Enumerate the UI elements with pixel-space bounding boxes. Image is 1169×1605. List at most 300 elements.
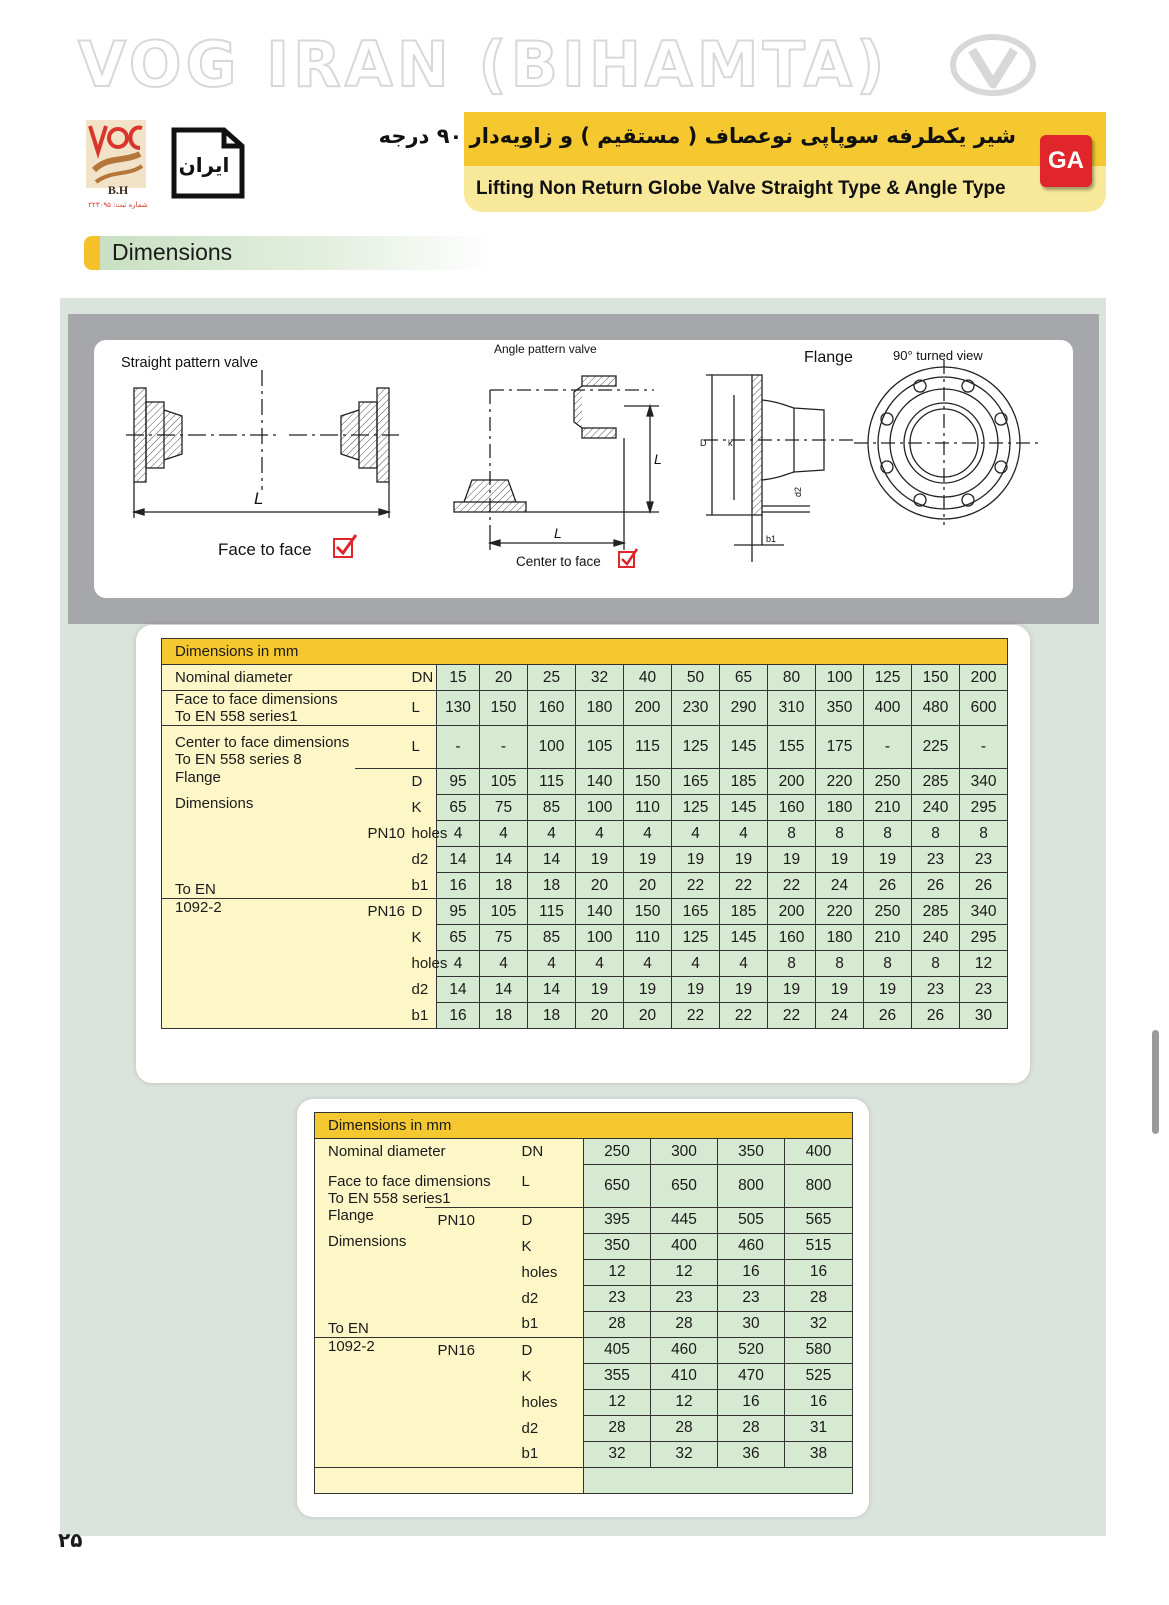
pn10-d2-cell: 19 [624, 847, 672, 873]
table-row [315, 1285, 853, 1311]
pn16-holes-cell: 16 [785, 1389, 853, 1415]
pn10-k-cell: 295 [960, 795, 1008, 821]
pn16-d-cell: 165 [672, 899, 720, 925]
dn-value-cell: 20 [480, 665, 528, 691]
label-spacer [425, 1285, 517, 1311]
pn16-b1-cell: 32 [584, 1441, 651, 1467]
label-spacer [425, 1389, 517, 1415]
pn10-k-cell: 125 [672, 795, 720, 821]
dn-value-cell: 25 [528, 665, 576, 691]
pn10-holes-cell: 8 [912, 821, 960, 847]
symbol-d2: d2 [407, 847, 437, 873]
center-to-face-value-cell: 105 [576, 726, 624, 769]
flange-dim-d2: d2 [793, 486, 803, 497]
pn10-d-cell: 140 [576, 769, 624, 795]
table-row [315, 1259, 853, 1285]
flange-dim-k: k [728, 438, 733, 448]
pn16-holes-cell: 4 [576, 951, 624, 977]
face-to-face-value-cell: 130 [437, 691, 480, 726]
pn16-k-cell: 525 [785, 1363, 853, 1389]
pn16-b1-cell: 24 [816, 1003, 864, 1029]
pn10-d-cell: 285 [912, 769, 960, 795]
pn16-d-cell: 150 [624, 899, 672, 925]
face-to-face-value-cell: 290 [720, 691, 768, 726]
pn10-d2-cell: 23 [912, 847, 960, 873]
scrollbar[interactable] [1152, 1030, 1159, 1134]
pn16-b1-cell: 30 [960, 1003, 1008, 1029]
nominal-diameter-label-2: Nominal diameter [315, 1139, 517, 1165]
pn16-k-cell: 145 [720, 925, 768, 951]
table-row [315, 1389, 853, 1415]
pn10-b1-cell: 26 [912, 873, 960, 899]
pn10-holes-cell: 8 [864, 821, 912, 847]
pn16-d-cell: 460 [651, 1337, 718, 1363]
title-english: Lifting Non Return Globe Valve Straight Type & Angle Type [476, 178, 1006, 199]
pn10-b1-cell: 28 [651, 1311, 718, 1337]
pn10-k-cell: 240 [912, 795, 960, 821]
pn10-holes-cell: 4 [437, 821, 480, 847]
pn10-holes-cell: 4 [576, 821, 624, 847]
pn16-k-cell: 210 [864, 925, 912, 951]
symbol-holes: holes [407, 951, 437, 977]
pn16-d-cell: 105 [480, 899, 528, 925]
pn16-holes-cell: 4 [672, 951, 720, 977]
ga-badge: GA [1040, 135, 1092, 187]
pn16-d-cell: 220 [816, 899, 864, 925]
pn16-d-cell: 95 [437, 899, 480, 925]
symbol-b1: b1 [517, 1441, 584, 1467]
dn-value-cell: 100 [816, 665, 864, 691]
table-row [162, 847, 1008, 873]
pn16-d-cell: 520 [718, 1337, 785, 1363]
table-row [162, 977, 1008, 1003]
label-spacer [355, 977, 407, 1003]
pn16-b1-cell: 26 [912, 1003, 960, 1029]
pn10-holes-cell: 12 [651, 1259, 718, 1285]
pn10-d-cell: 505 [718, 1207, 785, 1233]
dimensions-label: Dimensions [315, 1233, 425, 1259]
face-to-face-value-cell: 800 [718, 1165, 785, 1208]
face-to-face-value-cell: 650 [584, 1165, 651, 1208]
label-spacer [162, 1003, 355, 1029]
symbol-d: D [517, 1337, 584, 1363]
dn-value-cell: 125 [864, 665, 912, 691]
angle-pattern-title: Angle pattern valve [494, 342, 597, 356]
pn10-d2-cell: 23 [651, 1285, 718, 1311]
title-persian: شیر یکطرفه سوپاپی نوعصاف ( مستقیم ) و زاویه‌دار ۹۰ درجه [378, 124, 1016, 148]
pn10-k-cell: 210 [864, 795, 912, 821]
svg-text:ایران: ایران [178, 153, 230, 177]
pn16-holes-cell: 8 [864, 951, 912, 977]
symbol-b1: b1 [407, 873, 437, 899]
center-to-face-value-cell: 145 [720, 726, 768, 769]
pn10-b1-cell: 28 [584, 1311, 651, 1337]
label-spacer [162, 925, 355, 951]
pn10-d-cell: 395 [584, 1207, 651, 1233]
flange-section-drawing [700, 375, 854, 562]
pn10-b1-cell: 18 [480, 873, 528, 899]
pn10-holes-cell: 8 [816, 821, 864, 847]
pn10-holes-cell: 8 [960, 821, 1008, 847]
pn16-k-cell: 100 [576, 925, 624, 951]
symbol-d2: d2 [407, 977, 437, 1003]
pn16-label: PN16 [355, 899, 407, 925]
dn-value-cell: 15 [437, 665, 480, 691]
pn10-d2-cell: 28 [785, 1285, 853, 1311]
dn-value-cell: 300 [651, 1139, 718, 1165]
table-row [162, 821, 1008, 847]
straight-dim-L: L [254, 489, 264, 508]
pn16-b1-cell: 16 [437, 1003, 480, 1029]
pn10-b1-cell: 22 [672, 873, 720, 899]
l-symbol: L [407, 691, 437, 726]
dn-value-cell: 50 [672, 665, 720, 691]
dn-value-cell: 400 [785, 1139, 853, 1165]
nominal-diameter-label: Nominal diameter [162, 665, 407, 691]
symbol-holes: holes [517, 1259, 584, 1285]
symbol-d2: d2 [517, 1415, 584, 1441]
center-to-face-label: Center to face [516, 554, 601, 569]
dn-value-cell: 200 [960, 665, 1008, 691]
pn16-d-cell: 250 [864, 899, 912, 925]
pn10-b1-cell: 32 [785, 1311, 853, 1337]
pn10-k-cell: 350 [584, 1233, 651, 1259]
isiri-standard-logo-icon [166, 126, 246, 200]
dn-value-cell: 32 [576, 665, 624, 691]
label-spacer [315, 1259, 425, 1285]
pn10-d-cell: 445 [651, 1207, 718, 1233]
pn16-d2-cell: 14 [437, 977, 480, 1003]
pn16-b1-cell: 22 [720, 1003, 768, 1029]
label-spacer [355, 795, 407, 821]
pn16-d2-cell: 19 [720, 977, 768, 1003]
pn10-k-cell: 180 [816, 795, 864, 821]
symbol-k: K [517, 1363, 584, 1389]
label-spacer [162, 977, 355, 1003]
label-spacer [355, 847, 407, 873]
pn16-d2-cell: 19 [624, 977, 672, 1003]
table-row [315, 1363, 853, 1389]
pn10-k-cell: 515 [785, 1233, 853, 1259]
dn-value-cell: 150 [912, 665, 960, 691]
dn-value-cell: 80 [768, 665, 816, 691]
pn10-k-cell: 65 [437, 795, 480, 821]
table-row [315, 1207, 853, 1233]
pn16-d2-cell: 19 [864, 977, 912, 1003]
center-to-face-value-cell: 155 [768, 726, 816, 769]
center-to-face-value-cell: - [864, 726, 912, 769]
table-footer-row [315, 1467, 853, 1493]
pn16-holes-cell: 4 [528, 951, 576, 977]
pn16-k-cell: 355 [584, 1363, 651, 1389]
flange-dim-D: D [700, 438, 707, 448]
page-number: ۲۵ [58, 1528, 83, 1552]
pn16-d2-cell: 23 [912, 977, 960, 1003]
label-spacer [355, 873, 407, 899]
pn10-d-cell: 95 [437, 769, 480, 795]
pn10-d2-cell: 19 [720, 847, 768, 873]
label-spacer [355, 1003, 407, 1029]
symbol-k: K [517, 1233, 584, 1259]
pn16-holes-cell: 16 [718, 1389, 785, 1415]
pn16-d2-cell: 19 [672, 977, 720, 1003]
table-row [315, 1415, 853, 1441]
pn16-d-cell: 580 [785, 1337, 853, 1363]
center-to-face-value-cell: 175 [816, 726, 864, 769]
table2-header: Dimensions in mm [315, 1113, 853, 1139]
label-spacer [315, 1285, 425, 1311]
pn10-k-cell: 100 [576, 795, 624, 821]
turned-view-title: 90° turned view [893, 348, 983, 363]
pn16-k-cell: 125 [672, 925, 720, 951]
pn10-k-cell: 460 [718, 1233, 785, 1259]
pn16-d-cell: 200 [768, 899, 816, 925]
pn10-d2-cell: 23 [584, 1285, 651, 1311]
center-to-face-value-cell: 225 [912, 726, 960, 769]
pn10-holes-cell: 16 [718, 1259, 785, 1285]
pn16-holes-cell: 8 [768, 951, 816, 977]
table-row [162, 1003, 1008, 1029]
pn10-b1-cell: 26 [960, 873, 1008, 899]
pn10-holes-cell: 4 [624, 821, 672, 847]
label-spacer [162, 951, 355, 977]
label-spacer [162, 847, 355, 873]
flange-title: Flange [804, 349, 853, 366]
pn10-b1-cell: 20 [576, 873, 624, 899]
label-spacer [425, 1311, 517, 1337]
pn16-k-cell: 410 [651, 1363, 718, 1389]
flange-label: Flange [162, 769, 355, 795]
pn16-k-cell: 65 [437, 925, 480, 951]
pn10-d-cell: 105 [480, 769, 528, 795]
pn10-k-cell: 85 [528, 795, 576, 821]
table-row [162, 925, 1008, 951]
pn10-b1-cell: 26 [864, 873, 912, 899]
pn10-holes-cell: 12 [584, 1259, 651, 1285]
pn10-holes-cell: 16 [785, 1259, 853, 1285]
angle-dim-L-vertical: L [654, 451, 662, 467]
face-to-face-value-cell: 160 [528, 691, 576, 726]
pn16-d-cell: 285 [912, 899, 960, 925]
pn16-d-cell: 140 [576, 899, 624, 925]
dn-value-cell: 250 [584, 1139, 651, 1165]
pn16-d2-cell: 31 [785, 1415, 853, 1441]
pn10-k-cell: 400 [651, 1233, 718, 1259]
l-symbol-2: L [517, 1165, 584, 1208]
face-to-face-value-cell: 350 [816, 691, 864, 726]
pn10-d2-cell: 23 [960, 847, 1008, 873]
pn16-d2-cell: 23 [960, 977, 1008, 1003]
table-row [162, 795, 1008, 821]
label-spacer [315, 1363, 425, 1389]
pn10-b1-cell: 18 [528, 873, 576, 899]
pn10-d2-cell: 19 [672, 847, 720, 873]
pn16-k-cell: 110 [624, 925, 672, 951]
drawings-card [94, 340, 1073, 598]
pn16-k-cell: 295 [960, 925, 1008, 951]
symbol-d2: d2 [517, 1285, 584, 1311]
pn16-holes-cell: 8 [816, 951, 864, 977]
label-spacer [425, 1415, 517, 1441]
pn16-k-cell: 85 [528, 925, 576, 951]
label-spacer [425, 1259, 517, 1285]
center-to-face-value-cell: 100 [528, 726, 576, 769]
pn10-k-cell: 110 [624, 795, 672, 821]
pn10-d-cell: 200 [768, 769, 816, 795]
footer-label-cell [315, 1467, 584, 1493]
dimensions-label: Dimensions [162, 795, 355, 821]
pn16-d2-cell: 28 [718, 1415, 785, 1441]
symbol-d: D [407, 769, 437, 795]
angle-dim-L-horizontal: L [554, 525, 562, 541]
pn10-b1-cell: 16 [437, 873, 480, 899]
pn16-d2-cell: 28 [584, 1415, 651, 1441]
symbol-holes: holes [517, 1389, 584, 1415]
face-to-face-dim-label: Face to face dimensions To EN 558 series1 [162, 691, 407, 726]
pn16-b1-cell: 20 [576, 1003, 624, 1029]
pn16-holes-cell: 4 [720, 951, 768, 977]
pn10-k-cell: 75 [480, 795, 528, 821]
pn10-d-cell: 250 [864, 769, 912, 795]
dn-symbol: DN [407, 665, 437, 691]
label-spacer [355, 951, 407, 977]
face-to-face-value-cell: 650 [651, 1165, 718, 1208]
pn16-b1-cell: 18 [528, 1003, 576, 1029]
pn16-holes-cell: 12 [584, 1389, 651, 1415]
flange-turned-view-drawing [854, 360, 1039, 525]
center-to-face-value-cell: 115 [624, 726, 672, 769]
pn16-holes-cell: 4 [480, 951, 528, 977]
label-spacer [425, 1441, 517, 1467]
en-1092-label: 1092-2 [315, 1337, 425, 1363]
dn-value-cell: 40 [624, 665, 672, 691]
symbol-b1: b1 [517, 1311, 584, 1337]
pn16-b1-cell: 38 [785, 1441, 853, 1467]
pn16-d2-cell: 19 [816, 977, 864, 1003]
pn16-d-cell: 115 [528, 899, 576, 925]
face-to-face-value-cell: 180 [576, 691, 624, 726]
pn10-d2-cell: 19 [864, 847, 912, 873]
pn10-d-cell: 185 [720, 769, 768, 795]
symbol-d: D [407, 899, 437, 925]
pn10-k-cell: 160 [768, 795, 816, 821]
face-to-face-value-cell: 800 [785, 1165, 853, 1208]
l-symbol-c2f: L [407, 726, 437, 769]
pn16-b1-cell: 22 [672, 1003, 720, 1029]
pn10-d-cell: 565 [785, 1207, 853, 1233]
label-spacer [425, 1363, 517, 1389]
dimensions-table-dn15-200 [161, 638, 1008, 1029]
table-row [315, 1311, 853, 1337]
footer-value-cell [584, 1467, 853, 1493]
symbol-k: K [407, 925, 437, 951]
pn16-d2-cell: 14 [480, 977, 528, 1003]
face-to-face-dim-label-2: Face to face dimensions To EN 558 series1 [315, 1165, 517, 1208]
pn10-d2-cell: 14 [480, 847, 528, 873]
pn10-holes-cell: 4 [480, 821, 528, 847]
table-row [162, 873, 1008, 899]
pn16-d2-cell: 19 [768, 977, 816, 1003]
pn16-b1-cell: 26 [864, 1003, 912, 1029]
symbol-d: D [517, 1207, 584, 1233]
flange-label: Flange [315, 1207, 425, 1233]
pn16-holes-cell: 4 [437, 951, 480, 977]
table-row [315, 1233, 853, 1259]
svg-text:شماره ثبت: ۲۲۳۰۹۵: شماره ثبت: ۲۲۳۰۹۵ [88, 201, 148, 209]
straight-valve-drawing [126, 370, 399, 518]
face-to-face-label: Face to face [218, 540, 312, 559]
pn16-b1-cell: 20 [624, 1003, 672, 1029]
pn10-d2-cell: 23 [718, 1285, 785, 1311]
pn16-d2-cell: 28 [651, 1415, 718, 1441]
center-to-face-value-cell: 125 [672, 726, 720, 769]
flange-dim-b1: b1 [766, 534, 777, 544]
pn16-b1-cell: 18 [480, 1003, 528, 1029]
pn10-b1-cell: 24 [816, 873, 864, 899]
label-spacer [425, 1233, 517, 1259]
label-spacer [355, 925, 407, 951]
bh-logo-icon [84, 118, 154, 210]
table-row [162, 951, 1008, 977]
pn10-holes-cell: 8 [768, 821, 816, 847]
pn16-holes-cell: 4 [624, 951, 672, 977]
pn10-b1-cell: 30 [718, 1311, 785, 1337]
table-row [315, 1337, 853, 1363]
pn16-holes-cell: 12 [651, 1389, 718, 1415]
dn-symbol-2: DN [517, 1139, 584, 1165]
pn10-label: PN10 [425, 1207, 517, 1233]
pn10-d-cell: 165 [672, 769, 720, 795]
pn10-holes-cell: 4 [528, 821, 576, 847]
center-to-face-dim-label: Center to face dimensions To EN 558 series 8 [162, 726, 407, 769]
pn10-d2-cell: 14 [528, 847, 576, 873]
center-to-face-value-cell: - [960, 726, 1008, 769]
pn16-label: PN16 [425, 1337, 517, 1363]
label-spacer [355, 769, 407, 795]
pn10-d2-cell: 19 [576, 847, 624, 873]
symbol-k: K [407, 795, 437, 821]
pn16-b1-cell: 22 [768, 1003, 816, 1029]
dn-value-cell: 65 [720, 665, 768, 691]
pn10-d-cell: 340 [960, 769, 1008, 795]
pn16-k-cell: 470 [718, 1363, 785, 1389]
label-spacer [315, 1389, 425, 1415]
pn10-b1-cell: 22 [768, 873, 816, 899]
pn16-d-cell: 405 [584, 1337, 651, 1363]
v-circle-logo-icon [948, 32, 1038, 98]
center-to-face-value-cell: - [480, 726, 528, 769]
pn10-label: PN10 [355, 821, 407, 847]
face-to-face-value-cell: 400 [864, 691, 912, 726]
symbol-holes: holes [407, 821, 437, 847]
section-title: Dimensions [112, 239, 233, 265]
face-to-face-value-cell: 230 [672, 691, 720, 726]
pn10-d-cell: 150 [624, 769, 672, 795]
en-1092-label: 1092-2 [162, 899, 355, 925]
table-row [315, 1441, 853, 1467]
svg-text:B.H: B.H [107, 183, 129, 197]
pn10-holes-cell: 4 [672, 821, 720, 847]
label-spacer [315, 1415, 425, 1441]
brand-banner: VOG IRAN (BIHAMTA) [78, 28, 889, 101]
pn16-k-cell: 180 [816, 925, 864, 951]
face-to-face-check-icon [334, 535, 356, 557]
pn16-holes-cell: 8 [912, 951, 960, 977]
pn16-d-cell: 340 [960, 899, 1008, 925]
pn10-b1-cell: 20 [624, 873, 672, 899]
straight-pattern-title: Straight pattern valve [121, 355, 259, 371]
pn10-b1-cell: 22 [720, 873, 768, 899]
